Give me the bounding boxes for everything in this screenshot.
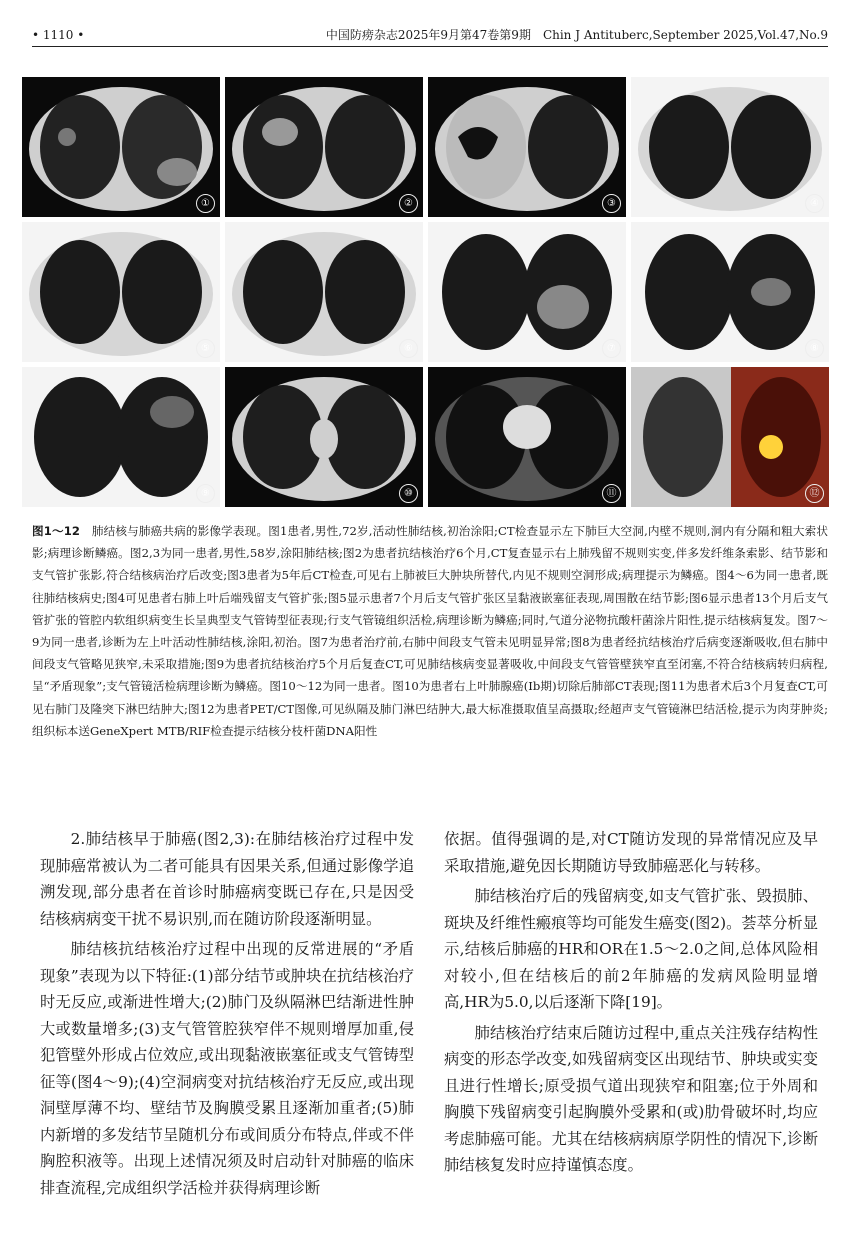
panel-number: ⑪ xyxy=(602,484,621,503)
page-number: • 1110 • xyxy=(32,28,85,42)
panel-number: ⑤ xyxy=(196,339,215,358)
paragraph: 2.肺结核早于肺癌(图2,3):在肺结核治疗过程中发现肺癌常被认为二者可能具有因果关系,但通过影像学追溯发现,部分患者在首诊时肺癌病变既已存在,只是因受结核病病变干扰不易识别,而在随访阶段逐渐明显。 xyxy=(40,830,414,928)
right-column xyxy=(444,826,818,1183)
paragraph: 依据。值得强调的是,对CT随访发现的异常情况应及早采取措施,避免因长期随访导致肺癌恶化与转移。 xyxy=(444,830,818,875)
caption-label: 图1～12 xyxy=(32,524,80,538)
ct-panel-10 xyxy=(225,367,423,507)
panel-number: ⑨ xyxy=(196,484,215,503)
ct-image-figure xyxy=(22,77,830,508)
ct-panel-2 xyxy=(225,77,423,217)
paragraph: 肺结核抗结核治疗过程中出现的反常进展的“矛盾现象”表现为以下特征:(1)部分结节或肿块在抗结核治疗时无反应,或渐进性增大;(2)肺门及纵隔淋巴结渐进性肿大或数量增多;(3)支气管管腔狭窄伴不规则增厚加重,侵犯管壁外形成占位效应,或出现黏液嵌塞征或支气管铸型征等(图4～9);(4)空洞病变对抗结核治疗无反应,或出现洞壁厚薄不均、壁结节及胸膜受累且逐渐加重者;(5)肺内新增的多发结节呈随机分布或间质分布特点,伴或不伴胸腔积液等。出现上述情况须及时启动针对肺癌的临床排查流程,完成组织学活检并获得病理诊断 xyxy=(40,940,414,1197)
ct-panel-3 xyxy=(428,77,626,217)
ct-panel-7 xyxy=(428,222,626,362)
ct-panel-5 xyxy=(22,222,220,362)
panel-number: ⑫ xyxy=(805,484,824,503)
ct-panel-11 xyxy=(428,367,626,507)
panel-number: ② xyxy=(399,194,418,213)
figure-caption xyxy=(32,520,828,742)
ct-panel-12 xyxy=(631,367,829,507)
panel-number: ③ xyxy=(602,194,621,213)
ct-panel-4 xyxy=(631,77,829,217)
ct-panel-8 xyxy=(631,222,829,362)
journal-citation: 中国防痨杂志2025年9月第47卷第9期 Chin J Antituberc,September 2025,Vol.47,No.9 xyxy=(325,28,828,42)
paragraph: 肺结核治疗结束后随访过程中,重点关注残存结构性病变的形态学改变,如残留病变区出现结节、肿块或实变且进行性增长;原受损气道出现狭窄和阻塞;位于外周和胸膜下残留病变引起胸膜外受累和(或)肋骨破坏时,均应考虑肺癌可能。尤其在结核病病原学阴性的情况下,诊断肺结核复发时应持谨慎态度。 xyxy=(444,1023,818,1174)
panel-number: ④ xyxy=(805,194,824,213)
ct-panel-1 xyxy=(22,77,220,217)
running-header xyxy=(32,27,828,43)
panel-number: ⑩ xyxy=(399,484,418,503)
panel-number: ⑥ xyxy=(399,339,418,358)
ct-panel-6 xyxy=(225,222,423,362)
caption-text: 肺结核与肺癌共病的影像学表现。图1患者,男性,72岁,活动性肺结核,初治涂阳;CT检查显示左下肺巨大空洞,内壁不规则,洞内有分隔和粗大索状影;病理诊断鳞癌。图2,3为同一患者,男性,58岁,涂阳肺结核;图2为患者抗结核治疗6个月,CT复查显示右上肺残留不规则实变,伴多发纤维条索影、结节影和支气管扩张影,符合结核病治疗后改变;图3患者为5年后CT检查,可见右上肺被巨大肿块所替代,内见不规则空洞形成;病理提示为鳞癌。图4～6为同一患者,既往肺结核病史;图4可见患者右肺上叶后端残留支气管扩张;图5显示患者7个月后支气管扩张区呈黏液嵌塞征表现,周围散在结节影;图6显示患者13个月后支气管扩张的管腔内软组织病变生长呈典型支气管铸型征表现;行支气管镜组织活检,病理诊断为鳞癌;同时,气道分泌物抗酸杆菌涂片阳性,提示结核病复发。图7～9为同一患者,诊断为左上叶活动性肺结核,涂阳,初治。图7为患者治疗前,右肺中间段支气管未见明显异常;图8为患者经抗结核治疗后病变逐渐吸收,但右肺中间段支气管略见狭窄,未采取措施;图9为患者抗结核治疗5个月后复查CT,可见肺结核病变显著吸收,中间段支气管管壁狭窄直至闭塞,不符合结核病转归病程,呈“矛盾现象”;支气管镜活检病理诊断为鳞癌。图10～12为同一患者。图10为患者右上叶肺腺癌(Ⅰb期)切除后肺部CT表现;图11为患者术后3个月复查CT,可见右肺门及隆突下淋巴结肿大;图12为患者PET/CT图像,可见纵隔及肺门淋巴结肿大,最大标准摄取值呈高摄取;经超声支气管镜淋巴结活检,提示为肉芽肿炎;组织标本送GeneXpert MTB/RIF检查提示结核分枝杆菌DNA阳性 xyxy=(32,524,828,738)
header-rule xyxy=(32,46,828,47)
paragraph: 肺结核治疗后的残留病变,如支气管扩张、毁损肺、斑块及纤维性瘢痕等均可能发生癌变(图2)。荟萃分析显示,结核后肺癌的HR和OR在1.5～2.0之间,总体风险相对较小,但在结核后的前2年肺癌的发病风险明显增高,HR为5.0,以后逐渐下降[19]。 xyxy=(444,887,818,1011)
left-column xyxy=(40,826,414,1205)
ct-panel-9 xyxy=(22,367,220,507)
panel-number: ⑧ xyxy=(805,339,824,358)
panel-number: ⑦ xyxy=(602,339,621,358)
panel-number: ① xyxy=(196,194,215,213)
